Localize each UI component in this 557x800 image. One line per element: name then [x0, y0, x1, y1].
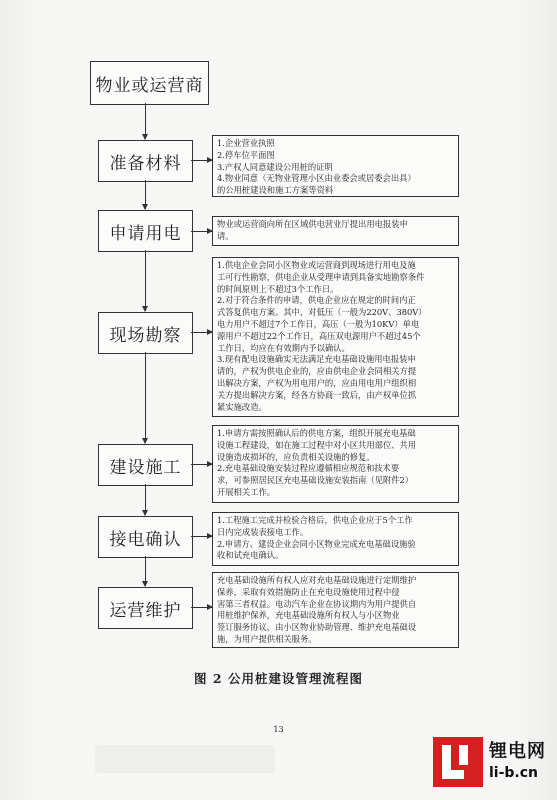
flow-arrow — [145, 556, 146, 586]
note-operation-maintenance — [212, 572, 459, 648]
faded-background-text — [95, 745, 275, 773]
note-line: 2.停车位平面图 — [217, 149, 275, 160]
step-construction: 建设施工 — [98, 444, 193, 486]
note-line: 3.产权人同意建设公用桩的证明 — [217, 161, 333, 172]
note-arrow — [191, 160, 212, 161]
note-arrow — [191, 231, 212, 232]
note-line: 工可行性勘察，供电企业从受理申请到具备实地勘察条件 — [217, 271, 425, 282]
note-line: 签订服务协议，由小区物业协助管理、维护充电基础设 — [217, 622, 417, 633]
note-apply-electricity — [212, 216, 459, 246]
note-line: 出解决方案，产权为用电用户的，应由用电用户组织相 — [217, 377, 417, 388]
step-power-connection-confirm: 接电确认 — [98, 516, 193, 558]
note-arrow — [191, 607, 212, 608]
note-line: 关方提出解决方案，经各方协商一致后，由产权单位抓 — [217, 389, 417, 400]
note-line: 的时间原则上不超过3个工作日。 — [217, 283, 339, 294]
note-line: 源用户不超过22个工作日，高压双电源用户不超过45个 — [217, 330, 421, 341]
note-arrow — [191, 536, 212, 537]
note-line: 1.供电企业会同小区物业或运营商到现场进行用电及施 — [217, 260, 416, 270]
note-line: 工作日，均应在有效期内予以确认。 — [217, 342, 350, 353]
note-line: 1.工程施工完成并检验合格后，供电企业应于5个工作 — [217, 515, 413, 525]
step-apply-electricity: 申请用电 — [98, 210, 193, 252]
note-line: 物业或运营商向所在区域供电营业厅提出用电报装申 — [217, 219, 408, 229]
note-construction — [212, 425, 459, 503]
note-materials-list — [212, 135, 459, 197]
step-prepare-materials: 准备材料 — [98, 140, 193, 182]
note-line: 2.对于符合条件的申请，供电企业应在规定的时间内正 — [217, 295, 416, 306]
page-number: 13 — [273, 725, 284, 734]
note-line: 式答复供电方案。其中，对低压（一般为220V、380V） — [217, 307, 427, 318]
watermark-brand-en: li-b.cn — [489, 765, 539, 781]
note-line: 2.充电基础设施安装过程应遵循相应规范和技术要 — [217, 463, 400, 474]
note-line: 用桩维护保养，充电基础设施所有权人与小区物业 — [217, 610, 400, 621]
flow-arrow — [145, 352, 146, 443]
note-line: 的公用桩建设和施工方案等资料 — [217, 185, 334, 196]
flow-arrow — [145, 484, 146, 515]
note-power-connection — [212, 512, 459, 566]
step-site-survey: 现场勘察 — [98, 312, 193, 354]
step-operation-maintenance: 运营维护 — [98, 587, 193, 629]
note-line: 开展相关工作。 — [217, 486, 276, 497]
step-property-or-operator: 物业或运营商 — [90, 61, 209, 105]
note-line: 请。 — [217, 230, 234, 241]
flow-arrow — [145, 103, 146, 139]
flow-arrow — [145, 250, 146, 311]
note-line: 请的，产权为供电企业的，应由供电企业会同相关方提 — [217, 366, 417, 377]
note-arrow — [191, 464, 212, 465]
note-line: 3.现有配电设施确实无法满足充电基础设施用电报装申 — [217, 354, 416, 365]
note-line: 1.申请方需按照确认后的供电方案，组织开展充电基础 — [217, 428, 416, 438]
note-line: 电力用户不超过7个工作日，高压（一般为10KV）单电 — [217, 318, 420, 329]
note-line: 日内完成装表接电工作。 — [217, 526, 309, 537]
flow-arrow — [145, 180, 146, 209]
note-site-survey — [212, 257, 459, 417]
li-logo-icon — [433, 737, 483, 787]
note-line: 收和试充电确认。 — [217, 550, 284, 561]
note-line: 充电基础设施所有权人应对充电基础设施进行定期维护 — [217, 575, 417, 585]
watermark-brand-cn: 锂电网 — [489, 741, 546, 762]
note-line: 施，为用户提供相关服务。 — [217, 633, 317, 644]
note-line: 1.企业营业执照 — [217, 138, 275, 148]
note-line: 2.申请方、建设企业会同小区物业完成充电基础设施验 — [217, 538, 416, 549]
figure-caption: 图 2 公用桩建设管理流程图 — [194, 671, 363, 686]
note-line: 求，可参照居民区充电基础设施安装指南（见附件2） — [217, 475, 414, 486]
note-line: 设施造成损坏的，应负责相关设施的修复。 — [217, 451, 375, 462]
note-line: 保养，采取有效措施防止在充电设施使用过程中侵 — [217, 586, 400, 597]
note-line: 害第三者权益。电动汽车企业在协议期内为用户提供自 — [217, 598, 417, 609]
note-line: 4.物业同意（无物业管理小区由业委会或居委会出具） — [217, 173, 416, 184]
note-arrow — [191, 332, 212, 333]
note-line: 设施工程建设，如在施工过程中对小区共用部位、共用 — [217, 439, 417, 450]
note-line: 紧实施改造。 — [217, 401, 267, 412]
